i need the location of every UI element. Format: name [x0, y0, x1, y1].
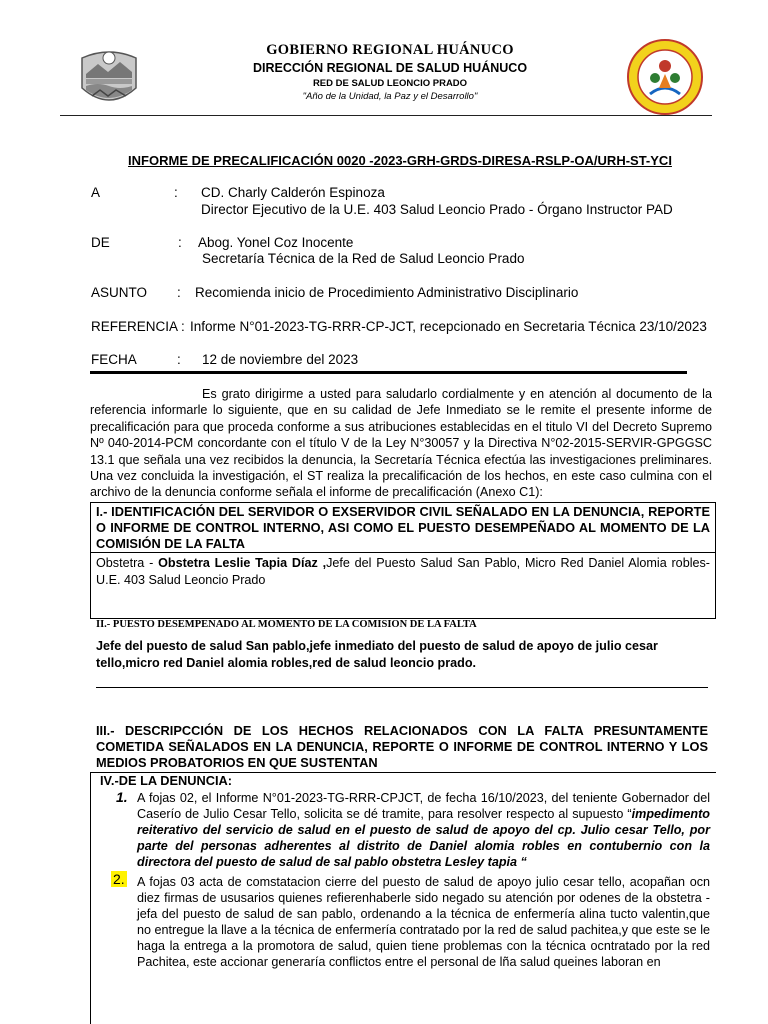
field-referencia-value: Informe N°01-2023-TG-RRR-CP-JCT, recepcionado en Secretaria Técnica 23/10/2023: [190, 319, 707, 334]
section-3-subheading: IV.-DE LA DENUNCIA:: [100, 773, 233, 788]
seal-icon: [626, 38, 704, 116]
intro-paragraph-text: Es grato dirigirme a usted para saludarlo cordialmente y en atención al documento de la referencia informarle lo siguiente, que en su calidad de Jefe Inmediato se le remite el presente informe de precalificación para que proceda conforme a sus atribuciones establecidas en el titulo VI del Decreto Supremo Nº 040-2014-PCM concordante con el título V de la Ley N°30057 y la Directiva N°02-2015-SERVIR-GPGGSC 13.1 que señala una vez recibidos la denuncia, la Secretaría Técnica efectúa las investigaciones preliminares. Una vez concluida la investigación, el ST realiza la precalificación de los hechos, en este caso culmina con el archivo de la denuncia conforme señala el informe de precalificación (Anexo C1):: [90, 387, 712, 500]
field-fecha-value: 12 de noviembre del 2023: [202, 352, 359, 367]
section-1-rest: Jefe del Puesto Salud San Pablo, Micro Red Daniel Alomia robles- U.E. 403 Salud Leoncio Prado: [96, 556, 710, 587]
field-asunto-colon: :: [177, 285, 181, 300]
field-a-label: A: [91, 185, 101, 200]
field-fecha-colon: :: [177, 352, 181, 367]
field-asunto-label: ASUNTO: [91, 285, 148, 300]
section-2-underline: [96, 687, 708, 688]
header-network: RED DE SALUD LEONCIO PRADO: [312, 78, 468, 89]
section-3-heading: III.- DESCRIPCCIÓN DE LOS HECHOS RELACIONADOS CON LA FALTA PRESUNTAMENTE COMETIDA SEÑALADOS EN LA DENUNCIA, REPORTE O INFORME DE CONTROL INTERNO Y LOS MEDIOS PROBATORIOS EN QUE SUSTENTAN: [96, 723, 708, 770]
section-1-heading: I.- IDENTIFICACIÓN DEL SERVIDOR O EXSERVIDOR CIVIL SEÑALADO EN LA DENUNCIA, REPORTE O INFORME DE CONTROL INTERNO, ASI COMO EL PUESTO DESEMPEÑADO AL MOMENTO DE LA COMISIÓN DE LA FALTA: [96, 504, 710, 551]
item-2-number: 2.: [113, 871, 125, 887]
section-2-body: Jefe del puesto de salud San pablo,jefe inmediato del puesto de salud de apoyo de julio cesar tello,micro red Daniel alomia robles,red de salud leoncio prado.: [96, 639, 658, 670]
red-salud-seal-logo: [626, 38, 704, 116]
shield-icon: [78, 44, 140, 114]
field-a-role: Director Ejecutivo de la U.E. 403 Salud Leoncio Prado - Órgano Instructor PAD: [201, 202, 673, 217]
field-de-role: Secretaría Técnica de la Red de Salud Leoncio Prado: [202, 251, 525, 266]
header-subtitle: DIRECCIÓN REGIONAL DE SALUD HUÁNUCO: [252, 61, 528, 75]
header-divider: [60, 115, 712, 116]
item-2-text: A fojas 03 acta de comstatacion cierre del puesto de salud de apoyo julio cesar tello, acopañan ocn diez firmas de ususarios quienes refierenhaberle sido negado su atención por odenes de la obstetra -jefa del puesto de salud de san pablo, ordenando a la técnica de enfermería alina tucto valentin,que no entregue la llave a la técnica de enfermería contratado por la red de salud pachitea,y que este se le haga la entrega a la promotora de salud, quien tiene problemas con la técnica ocntratado por la red Pachitea, este accionar generaría conflictos entre el personal de lña salud queines laboran en: [137, 875, 710, 969]
section-2-heading: II.- PUESTO DESEMPENADO AL MOMENTO DE LA COMISION DE LA FALTA: [96, 619, 477, 630]
item-1-number: 1.: [116, 789, 128, 805]
section-1-person: Obstetra Leslie Tapia Díaz ,: [158, 556, 327, 570]
item-1-quote: impedimento reiterativo del servicio de salud en el puesto de salud de apoyo del cp. Julio cesar Tello, por parte del personas adherentes al distrito de Daniel alomia robles en contubernio con la directora del puesto de salud de sal pablo obstetra Lesley tapia “: [137, 807, 710, 869]
field-a-colon: :: [174, 185, 178, 200]
field-a-name: CD. Charly Calderón Espinoza: [201, 185, 385, 200]
field-referencia-label: REFERENCIA :: [91, 319, 185, 334]
fields-divider: [90, 371, 687, 374]
report-title: INFORME DE PRECALIFICACIÓN 0020 -2023-GRH-GRDS-DIRESA-RSLP-OA/URH-ST-YCI: [128, 153, 672, 168]
gobierno-regional-logo: [78, 44, 140, 114]
field-de-colon: :: [178, 235, 182, 250]
item-1-body: A fojas 02, el Informe N°01-2023-TG-RRR-CPJCT, de fecha 16/10/2023, del teniente Gobernador del Caserío de Julio Cesar Tello, solicita se dé tramite, para resolver respecto al supuesto “: [137, 791, 710, 821]
item-1-text: [137, 790, 710, 870]
field-de-name: Abog. Yonel Coz Inocente: [198, 235, 354, 250]
header-motto: "Año de la Unidad, la Paz y el Desarrollo": [302, 91, 478, 102]
section-1-body: [96, 555, 710, 589]
field-fecha-label: FECHA: [91, 352, 137, 367]
section-1-prefix: Obstetra -: [96, 556, 159, 570]
intro-paragraph: [90, 386, 712, 501]
field-de-label: DE: [91, 235, 110, 250]
header-title: GOBIERNO REGIONAL HUÁNUCO: [266, 42, 514, 58]
section-1-divider: [90, 552, 716, 553]
field-asunto-value: Recomienda inicio de Procedimiento Administrativo Disciplinario: [195, 285, 579, 300]
